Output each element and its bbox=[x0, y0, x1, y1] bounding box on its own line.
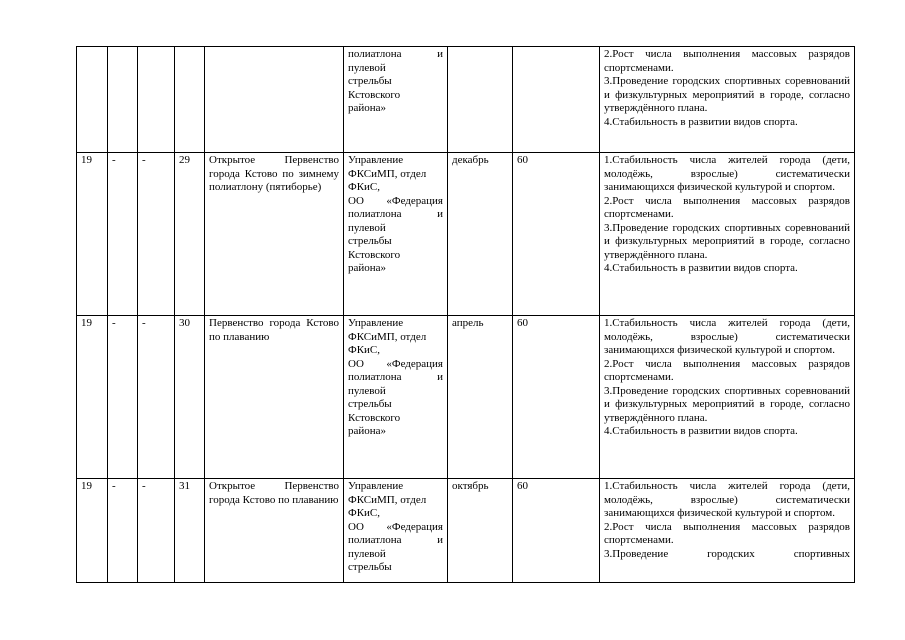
result-item: 1.Стабильность числа жителей города (дети, молодёжь, взрослые) систематически занимающихся физической культурой и спортом. bbox=[604, 480, 850, 519]
organizer-line: Управление bbox=[348, 317, 404, 329]
cell-participants: 60 bbox=[513, 153, 600, 316]
cell-results bbox=[600, 47, 855, 153]
organizer-line: пулевой bbox=[348, 547, 386, 560]
result-item: 4.Стабильность в развитии видов спорта. bbox=[604, 425, 798, 437]
result-item: 2.Рост числа выполнения массовых разрядов спортсменами. bbox=[604, 194, 850, 220]
cell-participants: 60 bbox=[513, 316, 600, 479]
organizer-line: ФКСиМП, отдел bbox=[348, 167, 427, 180]
organizer-line: района» bbox=[348, 262, 387, 274]
cell-col1: 19 bbox=[77, 153, 108, 316]
result-item: 3.Проведение городских спортивных bbox=[604, 547, 850, 560]
cell-col3: - bbox=[138, 153, 175, 316]
cell-col3: - bbox=[138, 479, 175, 583]
cell-col2: - bbox=[108, 153, 138, 316]
result-item: 2.Рост числа выполнения массовых разрядов спортсменами. bbox=[604, 357, 850, 383]
organizer-line: Кстовского bbox=[348, 88, 401, 101]
cell-results bbox=[600, 153, 855, 316]
organizer-line: ФКиС, bbox=[348, 181, 381, 193]
cell-number bbox=[175, 47, 205, 153]
organizer-line: ОО «Федерация bbox=[348, 194, 443, 207]
organizer-line: пулевой bbox=[348, 384, 386, 397]
cell-event: Открытое Первенство города Кстово по зимнему полиатлону (пятиборье) bbox=[205, 153, 344, 316]
organizer-line: пулевой bbox=[348, 61, 386, 74]
cell-col2 bbox=[108, 47, 138, 153]
cell-month: декабрь bbox=[448, 153, 513, 316]
organizer-line: ОО «Федерация bbox=[348, 357, 443, 370]
table-row bbox=[77, 479, 855, 583]
cell-results bbox=[600, 479, 855, 583]
cell-number: 31 bbox=[175, 479, 205, 583]
organizer-line: стрельбы bbox=[348, 398, 392, 410]
cell-month bbox=[448, 47, 513, 153]
cell-month: октябрь bbox=[448, 479, 513, 583]
organizer-line: полиатлона и bbox=[348, 48, 443, 60]
organizer-line: района» bbox=[348, 425, 387, 437]
result-item: 4.Стабильность в развитии видов спорта. bbox=[604, 262, 798, 274]
organizer-line: ФКиС, bbox=[348, 344, 381, 356]
organizer-line: Кстовского bbox=[348, 411, 401, 424]
cell-col1: 19 bbox=[77, 316, 108, 479]
cell-participants: 60 bbox=[513, 479, 600, 583]
cell-event: Открытое Первенство города Кстово по плаванию bbox=[205, 479, 344, 583]
organizer-line: полиатлона и bbox=[348, 371, 443, 383]
organizer-line: полиатлона и bbox=[348, 534, 443, 546]
result-item: 3.Проведение городских спортивных соревнований и физкультурных мероприятий в городе, согласно утверждённого плана. bbox=[604, 384, 850, 424]
cell-col3: - bbox=[138, 316, 175, 479]
organizer-line: Управление bbox=[348, 154, 404, 166]
organizer-line: стрельбы bbox=[348, 75, 392, 87]
organizer-line: ФКСиМП, отдел bbox=[348, 330, 427, 343]
table-row bbox=[77, 47, 855, 153]
cell-event bbox=[205, 47, 344, 153]
organizer-line: района» bbox=[348, 102, 387, 114]
cell-col1 bbox=[77, 47, 108, 153]
organizer-line: ОО «Федерация bbox=[348, 520, 443, 533]
result-item: 2.Рост числа выполнения массовых разрядов спортсменами. bbox=[604, 48, 850, 74]
organizer-line: Кстовского bbox=[348, 248, 401, 261]
cell-col2: - bbox=[108, 479, 138, 583]
cell-col1: 19 bbox=[77, 479, 108, 583]
cell-results bbox=[600, 316, 855, 479]
cell-number: 29 bbox=[175, 153, 205, 316]
result-item: 3.Проведение городских спортивных соревнований и физкультурных мероприятий в городе, согласно утверждённого плана. bbox=[604, 75, 850, 114]
organizer-line: ФКиС, bbox=[348, 507, 381, 519]
organizer-line: Управление bbox=[348, 480, 404, 492]
table-row bbox=[77, 316, 855, 479]
result-item: 1.Стабильность числа жителей города (дети, молодёжь, взрослые) систематически занимающихся физической культурой и спортом. bbox=[604, 154, 850, 193]
cell-organizer bbox=[344, 47, 448, 153]
organizer-line: стрельбы bbox=[348, 561, 392, 573]
organizer-line: пулевой bbox=[348, 221, 386, 234]
result-item: 4.Стабильность в развитии видов спорта. bbox=[604, 115, 798, 128]
cell-participants bbox=[513, 47, 600, 153]
organizer-line: стрельбы bbox=[348, 235, 392, 247]
result-item: 2.Рост числа выполнения массовых разрядов спортсменами. bbox=[604, 520, 850, 546]
events-table bbox=[76, 46, 855, 583]
organizer-line: ФКСиМП, отдел bbox=[348, 493, 427, 506]
cell-number: 30 bbox=[175, 316, 205, 479]
cell-organizer bbox=[344, 316, 448, 479]
cell-organizer bbox=[344, 153, 448, 316]
cell-organizer bbox=[344, 479, 448, 583]
organizer-line: полиатлона и bbox=[348, 208, 443, 220]
cell-col2: - bbox=[108, 316, 138, 479]
table-row bbox=[77, 153, 855, 316]
cell-month: апрель bbox=[448, 316, 513, 479]
result-item: 3.Проведение городских спортивных соревнований и физкультурных мероприятий в городе, согласно утверждённого плана. bbox=[604, 221, 850, 261]
cell-col3 bbox=[138, 47, 175, 153]
cell-event: Первенство города Кстово по плаванию bbox=[205, 316, 344, 479]
result-item: 1.Стабильность числа жителей города (дети, молодёжь, взрослые) систематически занимающихся физической культурой и спортом. bbox=[604, 317, 850, 356]
